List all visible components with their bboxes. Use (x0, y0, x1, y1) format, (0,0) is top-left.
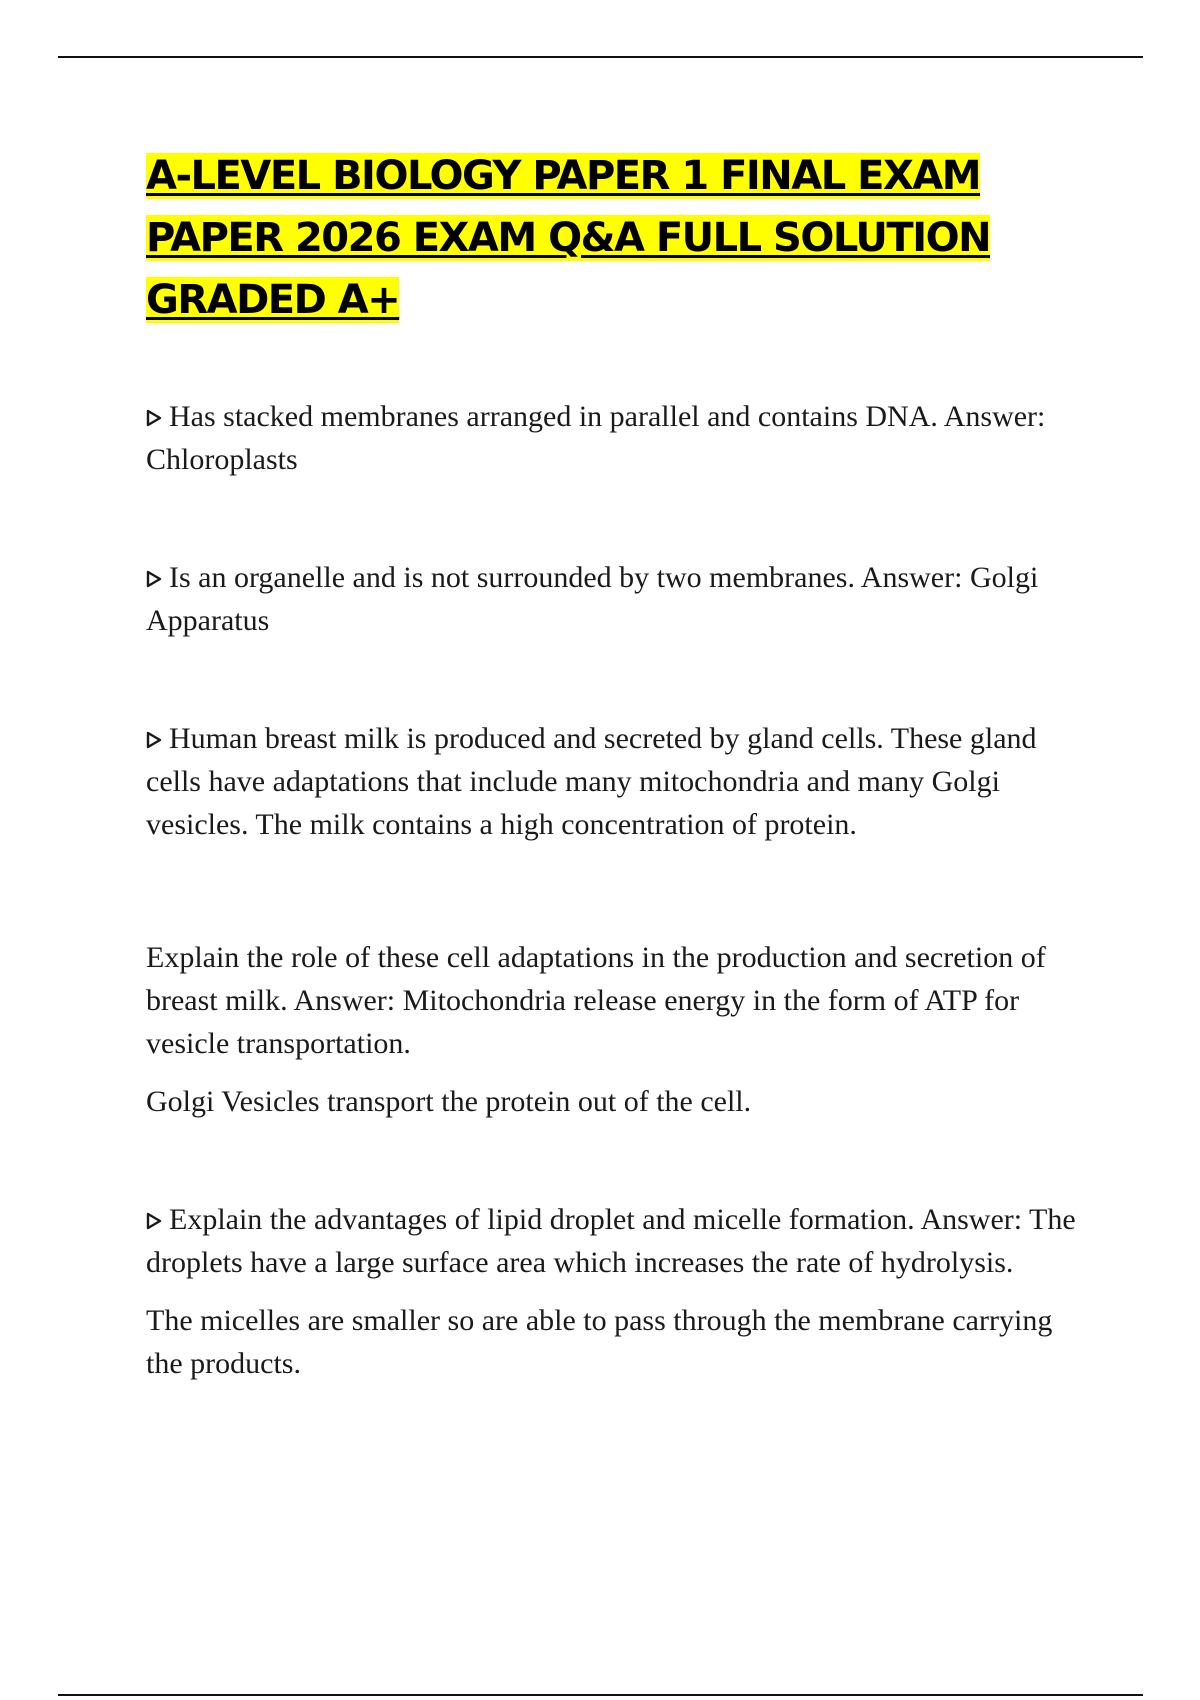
question-2 (146, 556, 1091, 642)
question-3-followup-text: Explain the role of these cell adaptations in the production and secretion of breast milk. Answer: Mitochondria release energy in the form of ATP for vesicle transportation. (146, 941, 1046, 1060)
question-3-answer-continued-text: Golgi Vesicles transport the protein out of the cell. (146, 1085, 752, 1118)
triangle-right-outline-icon (146, 731, 162, 749)
question-3-text: Human breast milk is produced and secreted by gland cells. These gland cells have adaptations that include many mitochondria and many Golgi vesicles. The milk contains a high concentration of protein. (146, 722, 1037, 841)
triangle-right-outline-icon (146, 409, 162, 427)
document-title (146, 145, 1091, 331)
question-3 (146, 717, 1091, 846)
triangle-right-outline-icon (146, 570, 162, 588)
question-4 (146, 1198, 1091, 1284)
question-4-answer-continued-text: The micelles are smaller so are able to pass through the membrane carrying the products. (146, 1304, 1053, 1380)
header-rule (58, 56, 1143, 58)
question-1 (146, 395, 1091, 481)
question-3-followup (146, 936, 1091, 1065)
question-4-text: Explain the advantages of lipid droplet and micelle formation. Answer: The droplets have a large surface area which increases the rate of hydrolysis. (146, 1203, 1076, 1279)
document-title-text: A-LEVEL BIOLOGY PAPER 1 FINAL EXAM PAPER 2026 EXAM Q&A FULL SOLUTION GRADED A+ (146, 153, 991, 323)
question-2-text: Is an organelle and is not surrounded by two membranes. Answer: Golgi Apparatus (146, 561, 1039, 637)
question-3-answer-continued (146, 1080, 1091, 1123)
question-4-answer-continued (146, 1299, 1091, 1385)
document-body (146, 145, 1091, 1385)
question-1-text: Has stacked membranes arranged in parallel and contains DNA. Answer: Chloroplasts (146, 400, 1046, 476)
triangle-right-outline-icon (146, 1212, 162, 1230)
footer-rule (58, 1694, 1143, 1696)
